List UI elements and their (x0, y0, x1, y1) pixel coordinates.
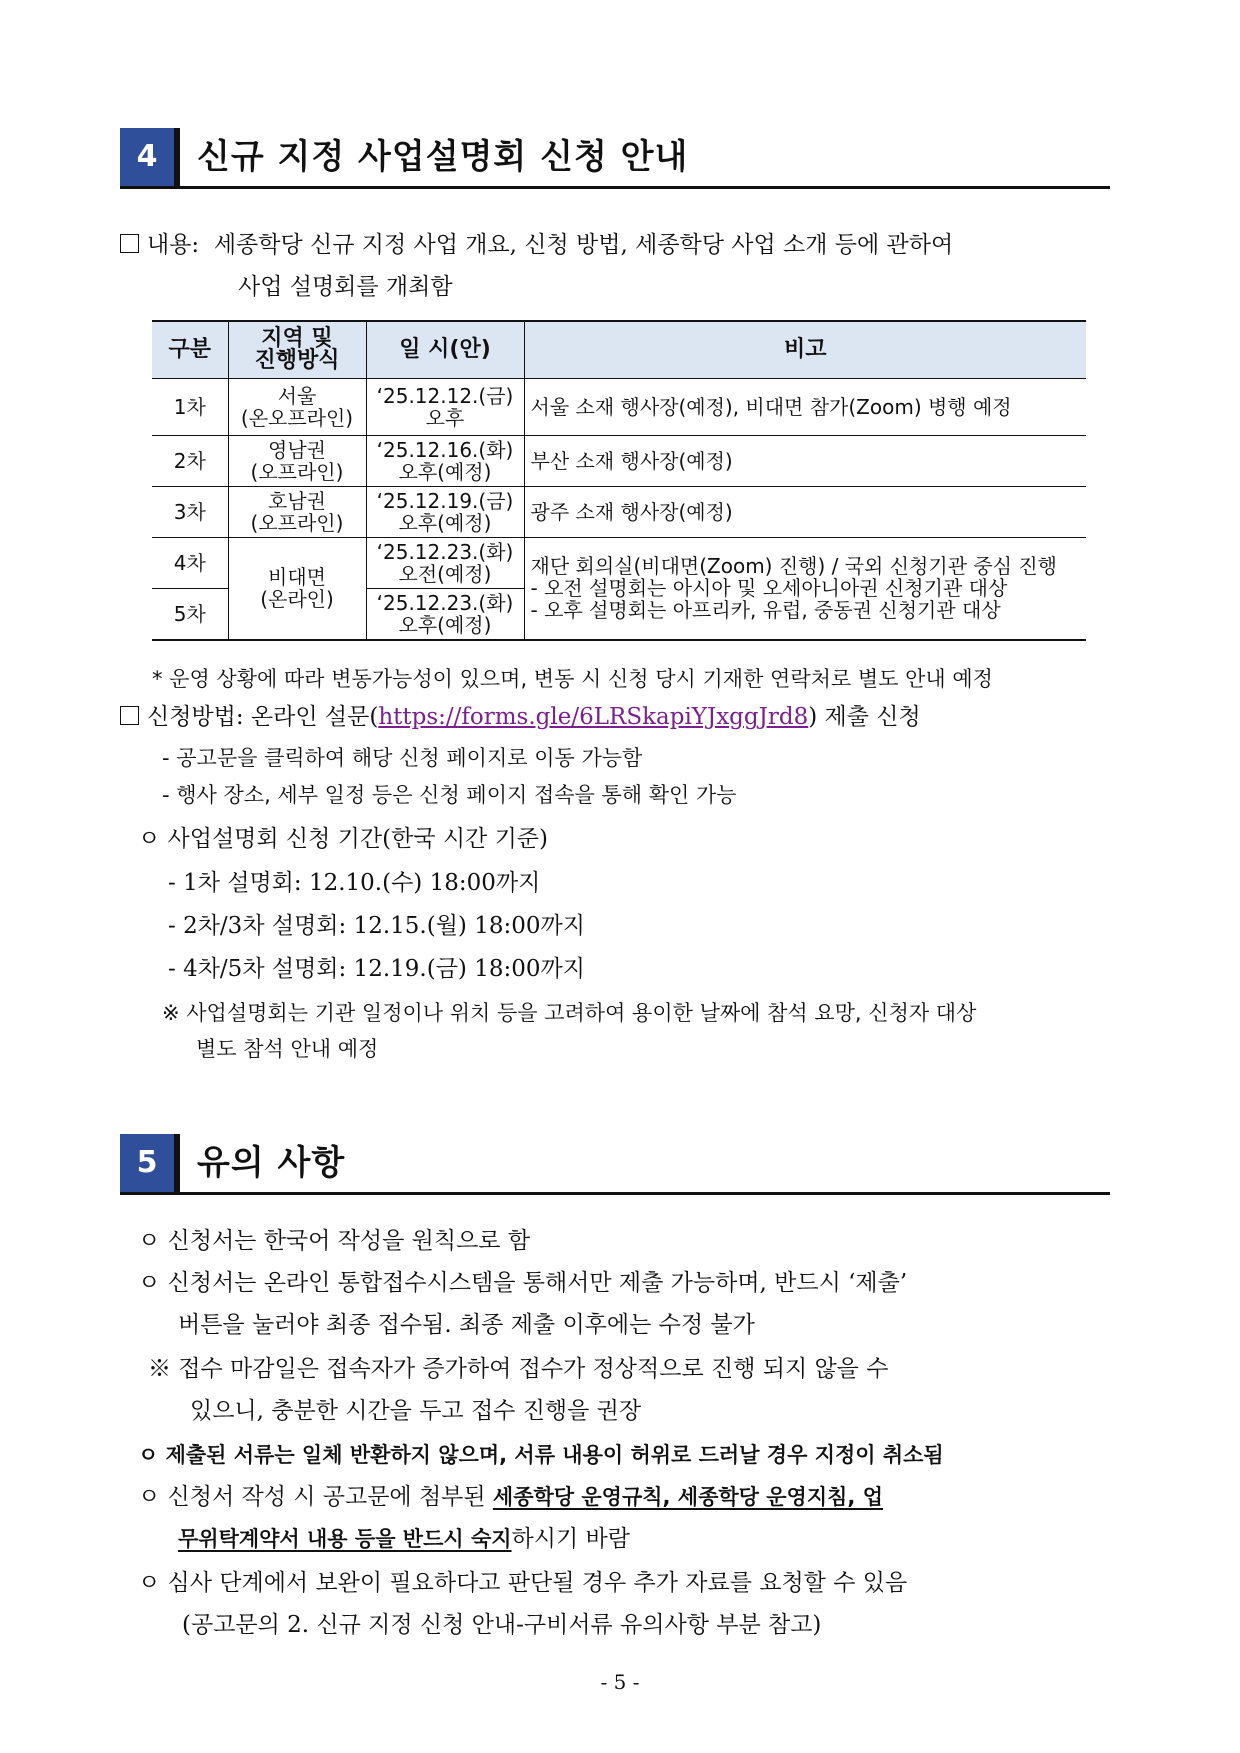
notice-item: ㅇ 신청서는 온라인 통합접수시스템을 통해서만 제출 가능하며, 반드시 ‘제출’ (138, 1270, 908, 1296)
section-4-heading (120, 128, 1110, 189)
remark-line-2: 별도 참석 안내 예정 (196, 1037, 379, 1061)
notice-item-cont: (공고문의 2. 신규 지정 신청 안내-구비서류 유의사항 부분 참고) (182, 1612, 822, 1638)
table-row: 3차 호남권 (오프라인) ‘25.12.19.(금) 오후(예정) 광주 소재 행사장(예정) (152, 487, 1086, 538)
apply-sub-2: - 행사 장소, 세부 일정 등은 신청 페이지 접속을 통해 확인 가능 (162, 783, 737, 807)
checkbox-icon (120, 706, 139, 725)
remark-line-1: ※ 사업설명회는 기관 일정이나 위치 등을 고려하여 용이한 날짜에 참석 요망, 신청자 대상 (162, 1001, 977, 1025)
header-round: 구분 (152, 321, 228, 379)
period-item: - 4차/5차 설명회: 12.19.(금) 18:00까지 (168, 956, 585, 982)
section-title: 신규 지정 사업설명회 신청 안내 (197, 137, 689, 177)
period-item: - 2차/3차 설명회: 12.15.(월) 18:00까지 (168, 913, 585, 939)
header-date: 일 시(안) (366, 321, 524, 379)
table-row: 5차 ‘25.12.23.(화) 오후(예정) (152, 589, 1086, 640)
header-region: 지역 및 진행방식 (228, 321, 366, 379)
header-note: 비고 (524, 321, 1086, 379)
notice-item: ㅇ 신청서 작성 시 공고문에 첨부된 세종학당 운영규칙, 세종학당 운영지침, 업 (138, 1484, 883, 1510)
checkbox-icon (120, 234, 139, 253)
notice-remark: ※ 접수 마감일은 접속자가 증가하여 접수가 정상적으로 진행 되지 않을 수 (148, 1356, 889, 1382)
table-row: 1차 서울 (온오프라인) ‘25.12.12.(금) 오후 서울 소재 행사장(예정), 비대면 참가(Zoom) 병행 예정 (152, 379, 1086, 436)
content-line: 내용: 세종학당 신규 지정 사업 개요, 신청 방법, 세종학당 사업 소개 등에 관하여 (120, 230, 953, 260)
table-header-row (152, 321, 1086, 379)
section-title: 유의 사항 (197, 1143, 346, 1183)
notice-item-bold: ㅇ 제출된 서류는 일체 반환하지 않으며, 서류 내용이 허위로 드러날 경우 지정이 취소됨 (138, 1443, 944, 1467)
section-number: 5 (120, 1134, 177, 1192)
notice-item: ㅇ 신청서는 한국어 작성을 원칙으로 함 (138, 1228, 531, 1254)
period-item: - 1차 설명회: 12.10.(수) 18:00까지 (168, 870, 541, 896)
notice-item-cont: 버튼을 눌러야 최종 접수됨. 최종 제출 이후에는 수정 불가 (178, 1312, 755, 1338)
content-line-2: 사업 설명회를 개최함 (238, 274, 453, 300)
notice-item: ㅇ 심사 단계에서 보완이 필요하다고 판단될 경우 추가 자료를 요청할 수 있음 (138, 1570, 908, 1596)
schedule-table (152, 320, 1086, 641)
table-row: 4차 비대면 (온라인) ‘25.12.23.(화) 오전(예정) 재단 회의실(비대면(Zoom) 진행) / 국외 신청기관 중심 진행 - 오전 설명회는 아시아 및 오세아니아권 신청기관 대상 - 오후 설명회는 아프리카, 유럽, 중동권 신청기관 대상 (152, 538, 1086, 589)
section-number: 4 (120, 128, 177, 186)
notice-remark-cont: 있으니, 충분한 시간을 두고 접수 진행을 권장 (190, 1398, 642, 1424)
apply-method: 신청방법: 온라인 설문(https://forms.gle/6LRSkapiYJxggJrd8) 제출 신청 (120, 702, 921, 732)
apply-sub-1: - 공고문을 클릭하여 해당 신청 페이지로 이동 가능함 (162, 746, 643, 770)
footnote: * 운영 상황에 따라 변동가능성이 있으며, 변동 시 신청 당시 기재한 연락처로 별도 안내 예정 (152, 667, 993, 691)
notice-item-cont: 무위탁계약서 내용 등을 반드시 숙지하시기 바람 (178, 1526, 630, 1552)
page-number: - 5 - (600, 1670, 640, 1694)
apply-form-link[interactable]: https://forms.gle/6LRSkapiYJxggJrd8 (378, 704, 809, 730)
table-row: 2차 영남권 (오프라인) ‘25.12.16.(화) 오후(예정) 부산 소재 행사장(예정) (152, 436, 1086, 487)
section-5-heading (120, 1134, 1110, 1195)
online-note: 재단 회의실(비대면(Zoom) 진행) / 국외 신청기관 중심 진행 - 오전 설명회는 아시아 및 오세아니아권 신청기관 대상 - 오후 설명회는 아프리카, 유럽, 중동권 신청기관 대상 (524, 538, 1086, 640)
period-title: ㅇ 사업설명회 신청 기간(한국 시간 기준) (138, 826, 548, 852)
